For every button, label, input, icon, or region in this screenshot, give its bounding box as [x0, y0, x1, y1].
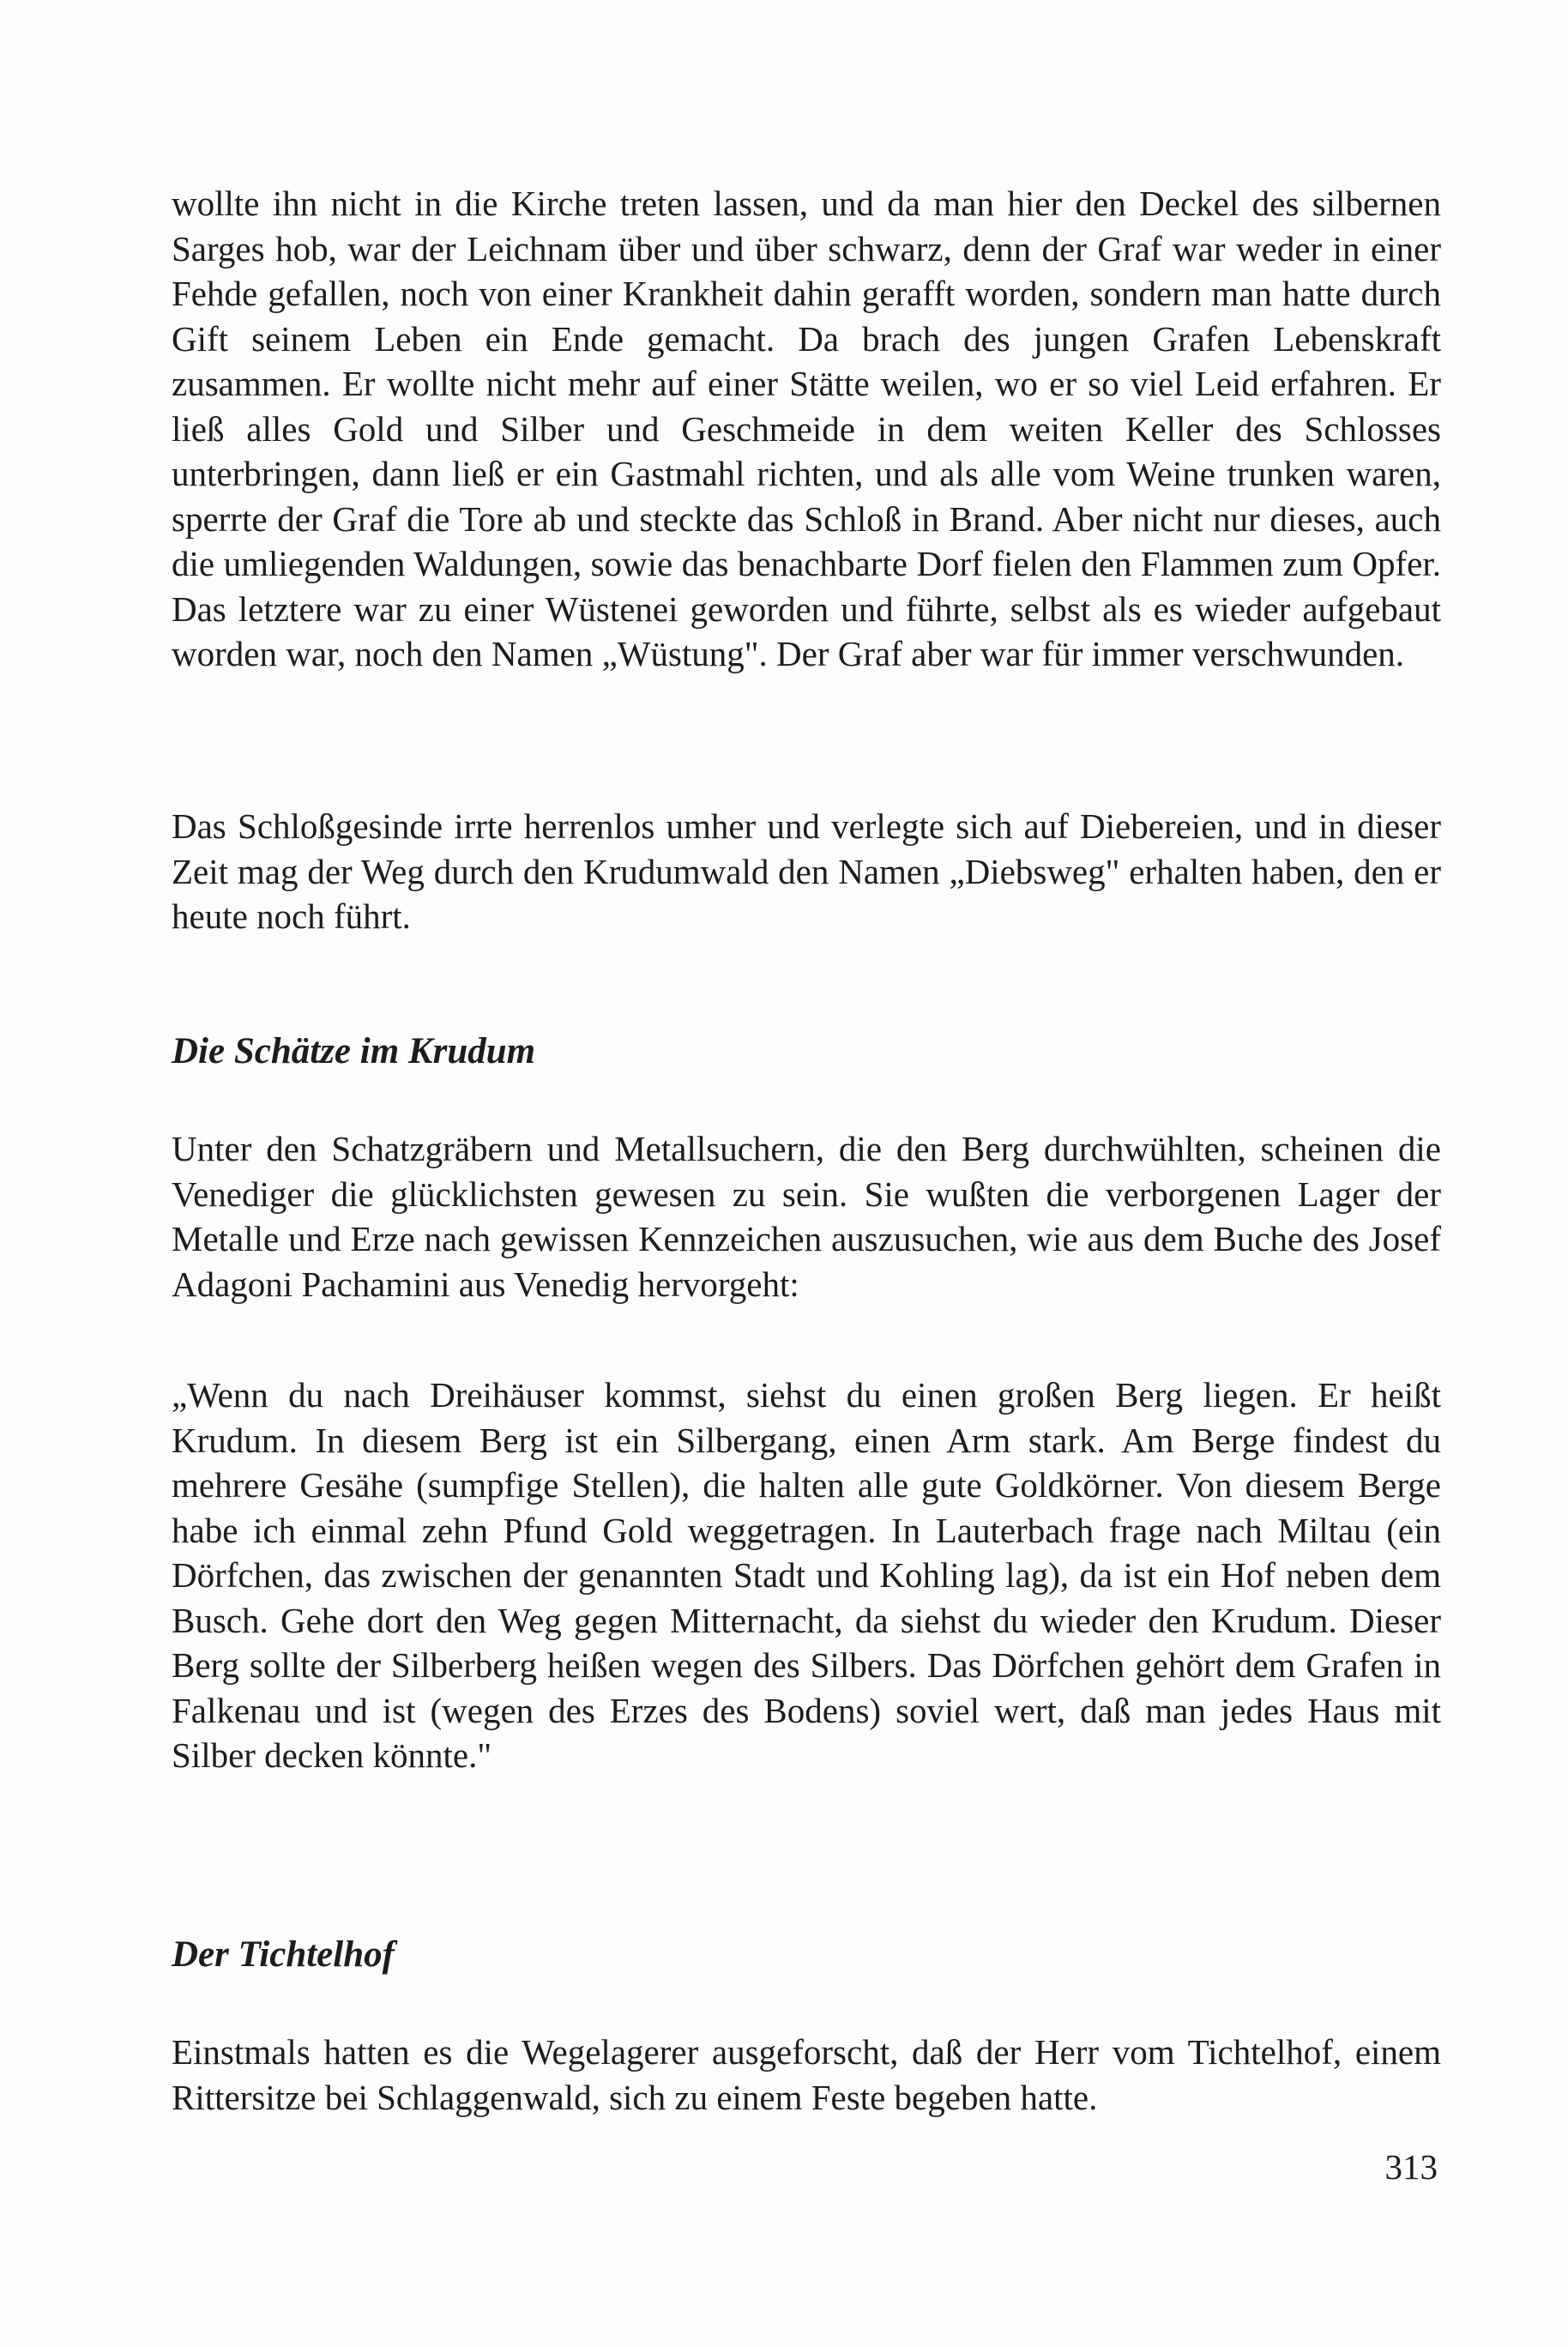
paragraph-venediger [172, 1126, 1441, 1306]
paragraph-text: Einstmals hatten es die Wegelagerer ausgeforscht, daß der Herr vom Tichtelhof, einem Rittersitze bei Schlaggenwald, sich zu einem Feste begeben hatte. [172, 2032, 1441, 2117]
paragraph-text: „Wenn du nach Dreihäuser kommst, siehst du einen großen Berg liegen. Er heißt Krudum. In diesem Berg ist ein Silbergang, einen Arm stark. Am Berge findest du mehrere Gesähe (sumpfige Stellen), die halten alle gute Goldkörner. Von diesem Berge habe ich einmal zehn Pfund Gold weggetragen. In Lauterbach frage nach Miltau (ein Dörfchen, das zwischen der genannten Stadt und Kohling lag), da ist ein Hof neben dem Busch. Gehe dort den Weg gegen Mitternacht, da siehst du wieder den Krudum. Dieser Berg sollte der Silberberg heißen wegen des Silbers. Das Dörfchen gehört dem Grafen in Falkenau und ist (wegen des Erzes des Bodens) soviel wert, daß man jedes Haus mit Silber decken könnte." [172, 1375, 1441, 1775]
section-heading-tichtelhof: Der Tichtelhof [172, 1934, 395, 1975]
paragraph-text: Unter den Schatzgräbern und Metallsuchern, die den Berg durchwühlten, scheinen die Venediger die glücklichsten gewesen zu sein. Sie wußten die verborgenen Lager der Metalle und Erze nach gewissen Kennzeichen auszusuchen, wie aus dem Buche des Josef Adagoni Pachamini aus Venedig hervorgeht: [172, 1129, 1441, 1304]
section-heading-schaetze: Die Schätze im Krudum [172, 1031, 536, 1071]
paragraph-wegelagerer [172, 2030, 1441, 2120]
paragraph-text: wollte ihn nicht in die Kirche treten lassen, und da man hier den Deckel des silbernen Sarges hob, war der Leichnam über und über schwarz, denn der Graf war weder in einer Fehde gefallen, noch von einer Krankheit dahin gerafft worden, sondern man hatte durch Gift seinem Leben ein Ende gemacht. Da brach des jungen Grafen Lebenskraft zusammen. Er wollte nicht mehr auf einer Stätte weilen, wo er so viel Leid erfahren. Er ließ alles Gold und Silber und Geschmeide in dem weiten Keller des Schlosses unterbringen, dann ließ er ein Gastmahl richten, und als alle vom Weine trunken waren, sperrte der Graf die Tore ab und steckte das Schloß in Brand. Aber nicht nur dieses, auch die umliegenden Waldungen, sowie das benachbarte Dorf fielen den Flammen zum Opfer. Das letztere war zu einer Wüstenei geworden und führte, selbst als es wieder aufgebaut worden war, noch den Namen „Wüstung". Der Graf aber war für immer verschwunden. [172, 184, 1441, 673]
paragraph-diebsweg [172, 804, 1441, 939]
paragraph-text: Das Schloßgesinde irrte herrenlos umher und verlegte sich auf Diebereien, und in dieser Zeit mag der Weg durch den Krudumwald den Namen „Diebsweg" erhalten haben, den er heute noch führt. [172, 806, 1441, 936]
page-number: 313 [1384, 2147, 1438, 2187]
paragraph-graf-schloss [172, 181, 1441, 677]
paragraph-quote-pachamini [172, 1373, 1441, 1778]
